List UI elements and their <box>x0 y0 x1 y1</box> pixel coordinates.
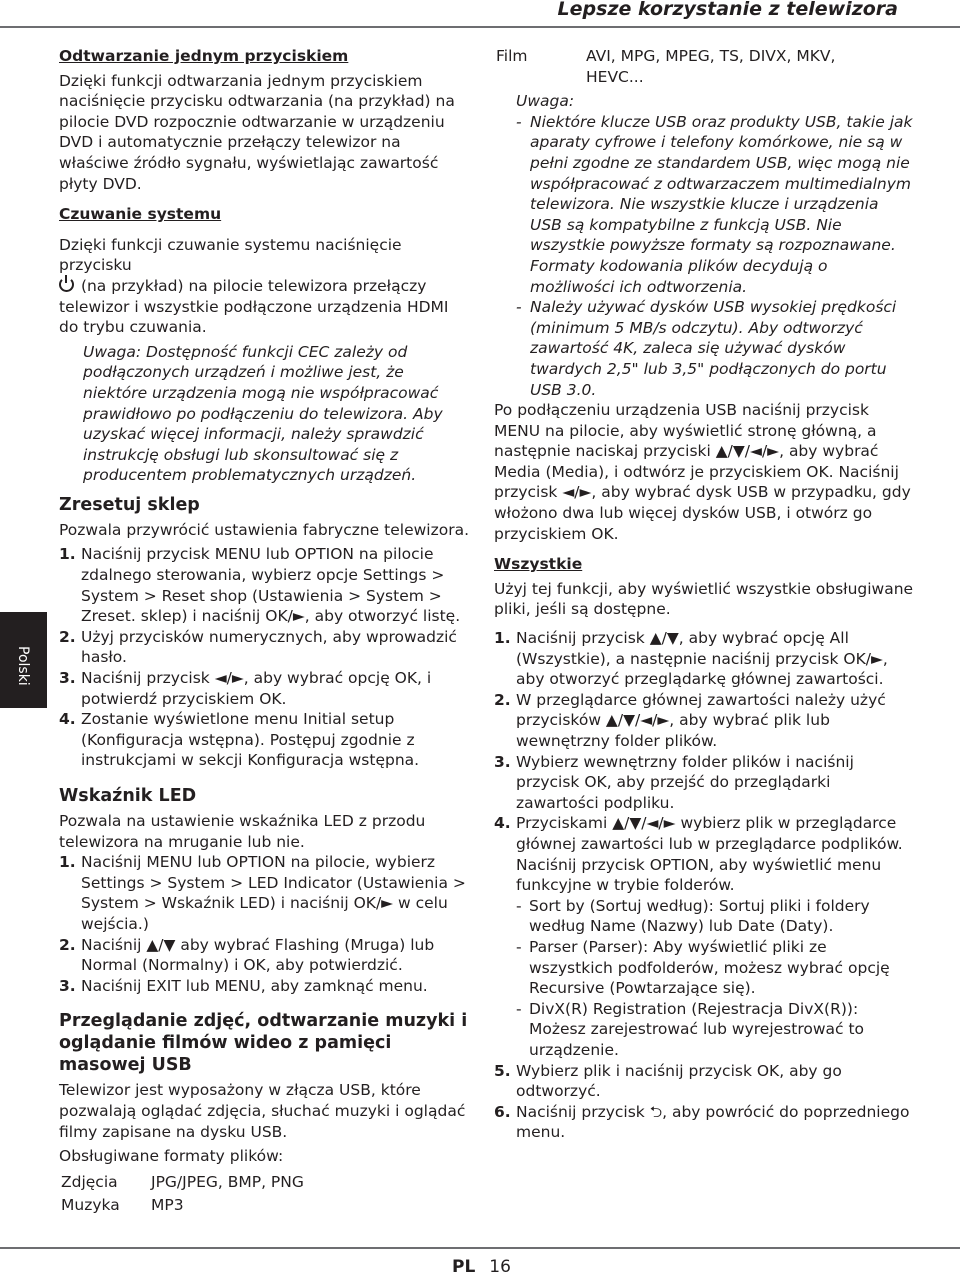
formats-table <box>59 1171 304 1217</box>
section-title-reset-shop: Zresetuj sklep <box>59 494 200 515</box>
step-number: 2. <box>59 935 76 954</box>
page-header-title: Lepsze korzystanie z telewizora <box>557 0 898 20</box>
note-text: Należy używać dysków USB wysokiej prędkości (minimum 5 MB/s odczytu). Aby odtworzyć zawartość 4K, zaleca się używać dysków twardych 2,5" lub 3,5" podłączonych do portu USB 3.0. <box>530 298 897 399</box>
list-item <box>59 709 469 771</box>
list-item <box>494 690 914 752</box>
step-number: 5. <box>494 1061 511 1080</box>
system-standby-text-b: (na przykład) na pilocie telewizora przełączy telewizor i wszystkie podłączone urządzenia HDMI do trybu czuwania. <box>59 276 449 337</box>
sub-item-text: Parser (Parser): Aby wyświetlić pliki ze wszystkich podfolderów, możesz wybrać opcję Recursive (Powtarzające się). <box>529 937 890 998</box>
step-text: Użyj przycisków numerycznych, aby wprowadzić hasło. <box>81 627 457 667</box>
sub-item-text: Sort by (Sortuj według): Sortuj pliki i foldery według Name (Nazwy) lub Date (Daty). <box>529 896 870 936</box>
all-steps <box>494 628 914 896</box>
table-row <box>59 1194 304 1217</box>
list-item <box>59 668 469 709</box>
step-number: 1. <box>59 853 76 872</box>
header-divider <box>0 26 960 28</box>
list-item <box>494 628 914 690</box>
usb-note <box>516 91 914 400</box>
format-type: Zdjęcia <box>61 1172 118 1191</box>
led-indicator-text: Pozwala na ustawienie wskaźnika LED z przodu telewizora na mruganie lub nie. <box>59 812 426 851</box>
step-text: Naciśnij przycisk ▲/▼, aby wybrać opcję All (Wszystkie), a następnie naciśnij przycisk OK/►, aby otworzyć przeglądarkę głównej zawartości. <box>516 629 888 689</box>
format-list: AVI, MPG, MPEG, TS, DIVX, MKV, HEVC... <box>586 47 836 86</box>
system-standby-text <box>59 235 469 338</box>
sub-item: - DivX(R) Registration (Rejestracja DivX(R)): Możesz zarejestrować lub wyrejestrować to urządzenie. <box>516 999 865 1059</box>
step-number: 2. <box>494 690 511 709</box>
usb-media-text: Telewizor jest wyposażony w złącza USB, które pozwalają oglądać zdjęcia, słuchać muzyki i oglądać filmy zapisane na dysku USB. <box>59 1081 466 1141</box>
one-touch-play-text: Dzięki funkcji odtwarzania jednym przyciskiem naciśnięcie przycisku odtwarzania (na przykład) na pilocie DVD rozpocznie odtwarzanie w urządzeniu DVD i automatycznie przełączy telewizor na właściwe źródło sygnału, wyświetlając zawartość płyty DVD. <box>59 71 455 193</box>
step-text: Przyciskami ▲/▼/◄/► wybierz plik w przeglądarce głównej zawartości lub w przeglądarce podplików. Naciśnij przycisk OPTION, aby wyświetlić menu funkcyjne w trybie folderów. <box>516 814 903 895</box>
step-number: 1. <box>494 629 511 648</box>
list-item <box>494 752 914 814</box>
list-item <box>59 852 469 934</box>
power-icon <box>59 277 74 292</box>
section-title-one-touch-play: Odtwarzanie jednym przyciskiem <box>59 47 349 65</box>
note-label: Uwaga: <box>516 92 575 111</box>
format-type: Film <box>496 47 528 65</box>
system-standby-text-a: Dzięki funkcji czuwanie systemu naciśnięcie przycisku <box>59 235 402 275</box>
step-text: Naciśnij MENU lub OPTION na pilocie, wybierz Settings > System > LED Indicator (Ustawienia > System > Wskaźnik LED) i naciśnij OK/► w celu wejścia.) <box>81 853 466 933</box>
step-number: 3. <box>59 669 76 688</box>
step-text: Naciśnij ▲/▼ aby wybrać Flashing (Mruga) lub Normal (Normalny) i OK, aby potwierdzić. <box>81 935 435 975</box>
list-item <box>59 544 469 626</box>
step-text: Wybierz plik i naciśnij przycisk OK, aby go odtworzyć. <box>516 1061 842 1101</box>
all-text: Użyj tej funkcji, aby wyświetlić wszystkie obsługiwane pliki, jeśli są dostępne. <box>494 579 914 619</box>
step-text: Naciśnij przycisk ⮌, aby powrócić do poprzedniego menu. <box>516 1102 910 1142</box>
step-number: 6. <box>494 1102 511 1121</box>
note-item: - Należy używać dysków USB wysokiej prędkości (minimum 5 MB/s odczytu). Aby odtworzyć zawartość 4K, zaleca się używać dysków twardych 2,5" lub 3,5" podłączonych do portu USB 3.0. <box>516 298 897 399</box>
table-row <box>59 1171 304 1194</box>
list-item <box>59 627 469 668</box>
note-text: Niektóre klucze USB oraz produkty USB, takie jak aparaty cyfrowe i telefony komórkowe, nie są w pełni zgodne ze standardem USB, więc mogą nie współpracować z odtwarzaczem multimedialnym telewizora. Nie wszystkie klucze i urządzenia USB są kompatybilne z funkcją USB. Nie wszystkie powyższe formaty są rozpoznawane. Formaty kodowania plików decydują o możliwości ich odtworzenia. <box>530 112 913 296</box>
step-text: Naciśnij przycisk ◄/►, aby wybrać opcję OK, i potwierdź przyciskiem OK. <box>81 669 432 708</box>
supported-formats-label: Obsługiwane formaty plików: <box>59 1147 284 1166</box>
table-row <box>494 46 886 87</box>
section-title-usb-media: Przeglądanie zdjęć, odtwarzanie muzyki i oglądanie filmów wideo z pamięci masowej USB <box>59 1011 468 1076</box>
right-column <box>494 46 914 1143</box>
language-tab <box>0 612 47 708</box>
list-item <box>494 813 914 895</box>
step-text: Naciśnij przycisk MENU lub OPTION na pilocie zdalnego sterowania, wybierz opcje Settings > System > Reset shop (Ustawienia > System > Zreset. sklep) i naciśnij OK/►, aby otworzyć listę. <box>81 545 461 626</box>
all-steps-continued <box>494 1061 914 1143</box>
step-text: Wybierz wewnętrzny folder plików i naciśnij przycisk OK, aby przejść do przeglądarki zawartości podpliku. <box>516 752 854 812</box>
led-indicator-steps <box>59 852 469 996</box>
language-tab-label: Polski <box>15 646 31 686</box>
section-title-all: Wszystkie <box>494 555 583 574</box>
format-type: Muzyka <box>61 1195 120 1214</box>
left-column <box>59 46 469 1217</box>
step-number: 1. <box>59 545 76 564</box>
format-list: JPG/JPEG, BMP, PNG <box>151 1172 304 1191</box>
sub-item-text: DivX(R) Registration (Rejestracja DivX(R)): Możesz zarejestrować lub wyrejestrować to urządzenie. <box>529 999 865 1059</box>
list-item <box>494 1061 914 1102</box>
step-number: 4. <box>59 710 76 729</box>
sub-item: - Parser (Parser): Aby wyświetlić pliki ze wszystkich podfolderów, możesz wybrać opcję Recursive (Powtarzające się). <box>516 937 890 998</box>
list-item <box>59 935 469 976</box>
note-item: - Niektóre klucze USB oraz produkty USB, takie jak aparaty cyfrowe i telefony komórkowe, nie są w pełni zgodne ze standardem USB, więc mogą nie współpracować z odtwarzaczem multimedialnym telewizora. Nie wszystkie klucze i urządzenia USB są kompatybilne z funkcją USB. Nie wszystkie powyższe formaty są rozpoznawane. Formaty kodowania plików decydują o możliwości ich odtworzenia. <box>516 112 913 296</box>
step-number: 4. <box>494 814 511 833</box>
film-format-row <box>494 46 886 87</box>
format-list: MP3 <box>151 1195 184 1214</box>
list-item <box>59 976 469 997</box>
section-title-system-standby: Czuwanie systemu <box>59 205 222 224</box>
page-footer <box>452 1257 511 1277</box>
step-text: Naciśnij EXIT lub MENU, aby zamknąć menu. <box>81 976 428 995</box>
section-title-led-indicator: Wskaźnik LED <box>59 786 197 806</box>
step-number: 3. <box>59 976 76 995</box>
cec-note: Uwaga: Dostępność funkcji CEC zależy od podłączonych urządzeń i możliwe jest, że niektóre urządzenia mogą nie współpracować prawidłowo po podłączeniu do telewizora. Aby uzyskać więcej informacji, należy sprawdzić instrukcję obsługi lub skonsultować się z producentem problematycznych urządzeń. <box>83 342 443 485</box>
footer-language: PL <box>452 1257 476 1277</box>
footer-divider <box>0 1247 960 1249</box>
step-number: 3. <box>494 752 511 771</box>
list-item <box>494 1102 914 1143</box>
reset-shop-text: Pozwala przywrócić ustawienia fabryczne telewizora. <box>59 520 470 539</box>
step-text: Zostanie wyświetlone menu Initial setup (Konfiguracja wstępna). Postępuj zgodnie z instrukcjami w sekcji Konfiguracja wstępna. <box>81 710 420 770</box>
page-number: 16 <box>489 1257 511 1277</box>
usb-intro-text: Po podłączeniu urządzenia USB naciśnij przycisk MENU na pilocie, aby wyświetlić stronę główną, a następnie naciskaj przyciski ▲/▼/◄/►, aby wybrać Media (Media), i odtwórz je przyciskiem OK. Naciśnij przycisk ◄/►, aby wybrać dysk USB w przypadku, gdy włożono dwa lub więcej dysków USB, i otwórz go przyciskiem OK. <box>494 401 911 543</box>
sub-item: - Sort by (Sortuj według): Sortuj pliki i foldery według Name (Nazwy) lub Date (Daty). <box>516 896 870 936</box>
reset-shop-steps <box>59 544 469 771</box>
step-text: W przeglądarce głównej zawartości należy użyć przycisków ▲/▼/◄/►, aby wybrać plik lub wewnętrzny folder plików. <box>516 690 886 750</box>
step-number: 2. <box>59 627 76 646</box>
